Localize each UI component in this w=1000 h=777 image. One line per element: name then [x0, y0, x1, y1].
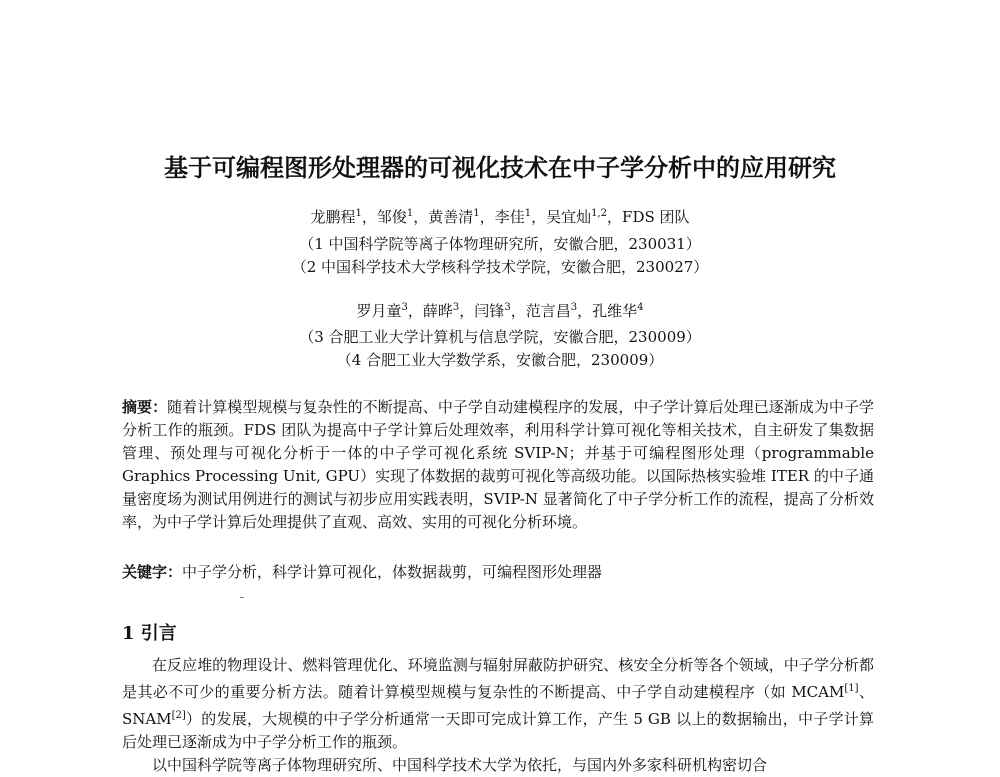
author-affiliation-mark: 3	[401, 302, 408, 313]
body-paragraph: 以中国科学院等离子体物理研究所、中国科学技术大学为依托，与国内外多家科研机构密切合	[152, 756, 768, 774]
affiliation-4: （4 合肥工业大学数学系，安徽合肥，230009）	[336, 351, 664, 369]
author-name: 邹俊	[376, 208, 407, 226]
affiliation-1: （1 中国科学院等离子体物理研究所，安徽合肥，230031）	[299, 235, 701, 253]
keywords-text: 中子学分析，科学计算可视化，体数据裁剪，可编程图形处理器	[182, 563, 603, 581]
author-affiliation-mark: 3	[570, 302, 578, 313]
section-heading: 1 引言	[122, 623, 177, 644]
keywords	[122, 561, 874, 584]
section-body	[122, 654, 874, 777]
body-text-segment: ）的发展，大规模的中子学分析通常一天即可完成计算工作，产生 5 GB 以上的数据输出，中子学计算后处理已逐渐成为中子学分析工作的瓶颈。	[122, 710, 874, 751]
affiliation-3: （3 合肥工业大学计算机与信息学院，安徽合肥，230009）	[299, 328, 701, 346]
author-affiliation-mark: 1	[406, 208, 414, 219]
author-name: 吴宜灿	[546, 208, 592, 226]
author-name: 罗月童	[356, 302, 402, 320]
author-affiliation-mark: 1	[355, 208, 362, 219]
author-affiliation-mark: 3	[452, 302, 460, 313]
body-text-segment: 在反应堆的物理设计、燃料管理优化、环境监测与辐射屏蔽防护研究、核安全分析等各个领域，中子学分析都是其必不可少的重要分析方法。随着计算模型规模与复杂性的不断提高、中子学自动建模程序（如 MCAM	[122, 656, 874, 701]
abstract	[122, 396, 874, 534]
affiliation-2: （2 中国科学技术大学核科学技术学院，安徽合肥，230027）	[291, 258, 709, 276]
author-name: 范言昌	[525, 302, 571, 320]
author-name: 闫锋	[474, 302, 505, 320]
body-paragraph	[122, 654, 874, 754]
paper-title: 基于可编程图形处理器的可视化技术在中子学分析中的应用研究	[164, 153, 836, 182]
keywords-label: 关键字：	[122, 563, 183, 581]
author-affiliation-mark: 1	[473, 208, 480, 219]
author-list-1: 龙鹏程$^1$，邹俊$^1$，黄善清$^1$，李佳$^1$，吴宜灿$^{1,2}$，FDS 团队	[310, 208, 690, 226]
abstract-label: 摘要：	[122, 398, 168, 416]
author-affiliation-mark: 3	[504, 302, 511, 313]
body-text-segment: 、SNAM	[122, 683, 874, 728]
citation-ref: [1]	[844, 683, 859, 694]
abstract-text: 随着计算模型规模与复杂性的不断提高、中子学自动建模程序的发展，中子学计算后处理已逐渐成为中子学分析工作的瓶颈。FDS 团队为提高中子学计算后处理效率，利用科学计算可视化等相关技术，自主研发了集数据管理、预处理与可视化分析于一体的中子学可视化系统 SVIP-N；并基于可编程图形处理（programmable Graphics Processing Unit, GPU）实现了体数据的裁剪可视化等高级功能。以国际热核实验堆 ITER 的中子通量密度场为测试用例进行的测试与初步应用实践表明，SVIP-N 显著简化了中子学分析工作的流程，提高了分析效率，为中子学计算后处理提供了直观、高效、实用的可视化分析环境。	[122, 398, 874, 531]
author-name: 龙鹏程	[310, 208, 356, 226]
author-affiliation-mark: 1	[524, 208, 532, 219]
author-affiliation-mark: 4	[637, 302, 644, 313]
author-list-2: 罗月童$^3$，薛晔$^3$，闫锋$^3$，范言昌$^3$，孔维华$^4$	[356, 302, 644, 320]
author-name: 黄善清	[428, 208, 474, 226]
author-team: FDS 团队	[622, 208, 690, 226]
author-affiliation-mark: 1,2	[591, 208, 608, 219]
author-name: 孔维华	[592, 302, 638, 320]
author-name: 李佳	[494, 208, 525, 226]
scan-artifact	[240, 597, 244, 598]
citation-ref: [2]	[171, 710, 186, 721]
author-name: 薛晔	[422, 302, 453, 320]
